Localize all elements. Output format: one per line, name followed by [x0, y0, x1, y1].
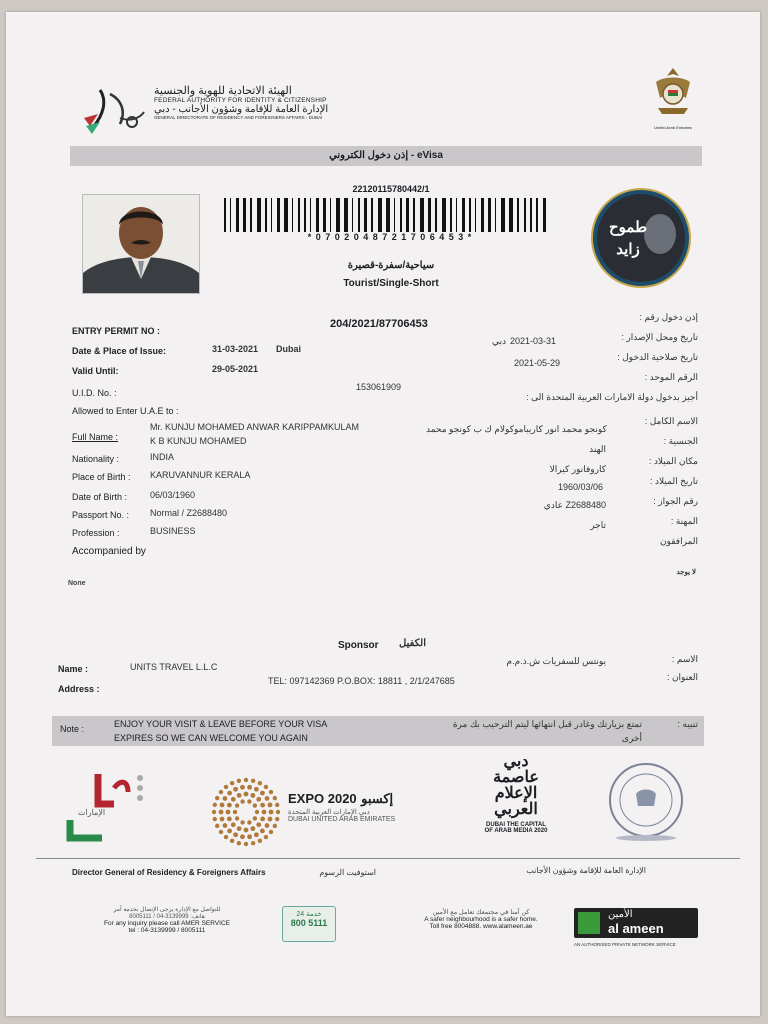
expo-dot: [213, 817, 217, 821]
sponsor-tel: TEL: 097142369 P.O.BOX: 18811 , 2/1/247685: [268, 676, 455, 686]
sponsor-heading-en: Sponsor: [338, 640, 379, 651]
alameen-icon: [578, 912, 600, 934]
ar-passport-value: Z2688480 عادي: [543, 500, 606, 510]
badge-text-1: طموح: [608, 219, 648, 236]
alameen-ar: الأمين: [608, 909, 633, 920]
expo-dot: [253, 816, 257, 820]
barcode-bar: [543, 198, 546, 232]
expo-dot: [231, 797, 236, 802]
barcode-bar: [420, 198, 424, 232]
expo-dot: [255, 810, 259, 814]
uid-value: 153061909: [356, 382, 402, 392]
ar-issue-value: 2021-03-31: [510, 336, 557, 346]
barcode-bar: [316, 198, 319, 232]
expo-dot: [230, 781, 234, 785]
pob-value: KARUVANNUR KERALA: [150, 470, 251, 480]
expo-dot: [223, 796, 228, 801]
evisa-title: إذن دخول الكتروني - eVisa: [329, 150, 443, 161]
expo-dot: [254, 832, 259, 837]
expo-dot: [240, 799, 244, 803]
ar-valid-value: 2021-05-29: [514, 358, 561, 368]
expo-dot: [226, 810, 231, 815]
barcode-bar: [358, 198, 360, 232]
expo-dot: [227, 816, 232, 821]
expo-dot: [251, 779, 255, 783]
media-ar-4: العربي: [494, 801, 538, 818]
expo-dot: [235, 803, 239, 807]
ar-allowed-label: أجيز بدخول دولة الامارات العربية المتحدة الى :: [526, 392, 698, 402]
ar-valid-label: تاريخ صلاحية الدخول :: [617, 352, 698, 362]
safe-neighbourhood-text: [386, 908, 576, 930]
note-text-1: ENJOY YOUR VISIT & LEAVE BEFORE YOUR VISA: [114, 719, 328, 729]
expo-logo-text: [288, 790, 428, 823]
ar-passport-label: رقم الجواز :: [653, 496, 698, 506]
expo-dot: [258, 781, 262, 785]
expo-dot: [247, 785, 252, 790]
alameen-logo: [574, 906, 698, 952]
amer-tel: tel : 04-3139999 / 8005111: [128, 927, 206, 934]
safe-en: A safer neighbourhood is a safer home.: [424, 916, 538, 923]
barcode-bar: [435, 198, 437, 232]
barcode: [220, 198, 560, 232]
profession-value: BUSINESS: [150, 526, 196, 536]
expo-dot: [256, 822, 261, 827]
barcode-bar: [462, 198, 465, 232]
fees-paid: استوفيت الرسوم: [319, 868, 376, 877]
ar-issue-label: تاريخ ومحل الإصدار :: [621, 332, 698, 342]
expo-dot: [269, 810, 274, 815]
evisa-title-bar: [70, 146, 702, 166]
expo-dot: [227, 828, 232, 833]
barcode-bar: [428, 198, 431, 232]
sponsor-name-ar-label: الاسم :: [671, 654, 698, 664]
expo-dot: [251, 841, 255, 845]
authority-logo: [80, 82, 150, 137]
barcode-bar: [277, 198, 280, 232]
expo-dot: [235, 816, 239, 820]
directorate-name-ar: الإدارة العامة للإقامة وشؤون الأجانب - دبي: [154, 104, 329, 115]
expo-dot: [265, 796, 270, 801]
barcode-bar: [310, 198, 311, 232]
barcode-bar: [509, 198, 513, 232]
barcode-bar: [495, 198, 496, 232]
barcode-bottom-number: * 0 7 0 2 0 4 8 7 2 1 7 0 6 4 5 3 *: [307, 232, 473, 242]
amer-info: [82, 906, 252, 934]
safe-ar: كن آمنا في مجتمعك تعامل مع الأمين: [432, 909, 530, 916]
note-ar-text-1: تمتع بزيارتك وغادر قبل انتهائها ليتم الترحيب بك مرة: [452, 719, 642, 729]
ar-nationality-label: الجنسية :: [663, 436, 698, 446]
passport-label: Passport No. :: [72, 510, 130, 520]
barcode-bar: [243, 198, 246, 232]
note-label: Note :: [60, 724, 85, 734]
sponsor-address-ar-label: العنوان :: [666, 672, 698, 682]
expo-dot: [233, 832, 238, 837]
ar-accompanied-label: المرافقون: [659, 536, 698, 546]
directorate-name-en: GENERAL DIRECTORATE OF RESIDENCY AND FOREIGNERS AFFAIRS - DUBAI: [154, 115, 323, 120]
barcode-bar: [230, 198, 231, 232]
expo-dot: [273, 796, 277, 800]
expo-dot: [250, 793, 255, 798]
pob-label: Place of Birth :: [72, 472, 131, 482]
valid-until-value: 29-05-2021: [212, 364, 259, 374]
zayed-ambition-badge: [586, 188, 696, 288]
expo-dot: [224, 835, 228, 839]
expo-dot: [256, 797, 261, 802]
expo-dot: [262, 810, 267, 815]
expo-dot: [219, 830, 223, 834]
official-seal: [604, 758, 688, 842]
expo-dot: [260, 828, 265, 833]
sponsor-heading-ar: الكفيل: [399, 638, 426, 649]
barcode-bar: [236, 198, 239, 232]
ar-full-name-value: كونجو محمد انور كاريباموكولام ك ب كونجو محمد: [426, 424, 607, 434]
barcode-bar: [406, 198, 409, 232]
expo-dot: [240, 820, 244, 824]
sponsor-address-label: Address :: [58, 684, 100, 694]
media-ar-3: الإعلام: [494, 785, 538, 802]
expo-dot: [247, 799, 251, 803]
expo-dot: [260, 791, 265, 796]
authority-name-en: FEDERAL AUTHORITY FOR IDENTITY & CITIZENSHIP: [154, 97, 327, 104]
issue-place-value: Dubai: [276, 344, 302, 354]
expo-dot: [264, 835, 268, 839]
ar-dob-label: تاريخ الميلاد :: [650, 476, 698, 486]
expo-dot: [247, 834, 252, 839]
toll-free: Toll free 8004888. www.alameen.ae: [429, 923, 533, 930]
note-bar: [52, 716, 704, 746]
date-place-label: Date & Place of Issue:: [72, 346, 167, 356]
note-ar-label: تنبيه :: [677, 719, 698, 729]
expo-en: EXPO 2020: [288, 791, 357, 806]
alameen-box: [574, 908, 698, 938]
barcode-bar: [364, 198, 367, 232]
barcode-bar: [400, 198, 402, 232]
full-name-line1: Mr. KUNJU MOHAMED ANWAR KARIPPAMKULAM: [150, 422, 360, 432]
barcode-bar: [298, 198, 300, 232]
barcode-bar: [530, 198, 532, 232]
expo-dot: [237, 793, 242, 798]
media-ar-2: عاصمة: [493, 769, 539, 786]
expo-dot: [233, 810, 237, 814]
expo-dot: [240, 785, 245, 790]
uae-emblem: [646, 64, 700, 130]
expo-dot: [240, 834, 245, 839]
dob-label: Date of Birth :: [72, 492, 128, 502]
barcode-bar: [284, 198, 288, 232]
expo-dot: [269, 790, 273, 794]
barcode-bar: [481, 198, 484, 232]
full-name-label: Full Name :: [72, 432, 119, 442]
barcode-bar: [469, 198, 471, 232]
sponsor-name-value: UNITS TRAVEL L.L.C: [130, 662, 218, 672]
barcode-bar: [450, 198, 452, 232]
expo-dot: [247, 820, 251, 824]
expo-dot: [273, 824, 277, 828]
ar-uid-label: الرقم الموحد :: [644, 372, 698, 382]
barcode-bar: [524, 198, 526, 232]
barcode-bar: [330, 198, 331, 232]
nationality-value: INDIA: [150, 452, 175, 462]
barcode-bar: [378, 198, 382, 232]
ar-profession-label: المهنة :: [670, 516, 698, 526]
dob-value: 06/03/1960: [150, 490, 196, 500]
expo-dot: [219, 810, 224, 815]
barcode-bar: [413, 198, 415, 232]
badge-text-2: زايد: [616, 241, 640, 258]
service-ar: خدمة 24: [296, 911, 322, 918]
amer-inquiry-en: For any inquiry please call AMER SERVICE: [104, 920, 230, 927]
expo-ar: إكسبو: [361, 791, 394, 806]
barcode-bar: [475, 198, 476, 232]
note-text-2: EXPIRES SO WE CAN WELCOME YOU AGAIN: [114, 733, 308, 743]
director-general: Director General of Residency & Foreigners Affairs: [72, 868, 266, 877]
barcode-bar: [265, 198, 267, 232]
accompanied-value: None: [68, 580, 86, 587]
barcode-top-number: 22120115780442/1: [352, 184, 430, 194]
visa-type-en: Tourist/Single-Short: [343, 278, 439, 289]
barcode-bar: [371, 198, 373, 232]
barcode-bar: [501, 198, 505, 232]
alameen-en: al ameen: [608, 921, 664, 936]
expo-dot: [227, 803, 232, 808]
expo-dot: [219, 790, 223, 794]
barcode-bar: [344, 198, 348, 232]
expo-dot: [215, 824, 219, 828]
expo-sub: DUBAI UNITED ARAB EMIRATES: [288, 816, 396, 823]
barcode-bar: [336, 198, 340, 232]
footer-divider: [36, 858, 740, 859]
expo-dot: [220, 817, 225, 822]
barcode-bar: [323, 198, 326, 232]
ar-pob-label: مكان الميلاد :: [648, 456, 698, 466]
expo-dot: [244, 792, 249, 797]
barcode-bar: [257, 198, 261, 232]
holder-photo: [82, 194, 200, 294]
valid-until-label: Valid Until:: [72, 366, 119, 376]
amer-service-logo: [282, 906, 336, 942]
entry-permit-label: ENTRY PERMIT NO :: [72, 326, 161, 336]
nationality-label: Nationality :: [72, 454, 120, 464]
expo-dot: [260, 816, 265, 821]
expo-dot: [275, 803, 279, 807]
expo-dot: [212, 810, 216, 814]
entry-permit-value: 204/2021/87706453: [330, 318, 428, 330]
authority-name-ar: الهيئة الاتحادية للهوية والجنسية: [154, 85, 292, 97]
ar-nationality-value: الهند: [589, 444, 606, 454]
expo-dot: [250, 826, 255, 831]
expo-dot: [215, 796, 219, 800]
expo-dot: [244, 828, 249, 833]
amer-phone: 8005111 / 04-3139999 :هاتف: [129, 914, 205, 920]
expo-dot: [237, 779, 241, 783]
barcode-bar: [394, 198, 395, 232]
expo-dot: [220, 803, 225, 808]
emblem-caption: United Arab Emirates: [654, 125, 692, 130]
expo-dot: [269, 830, 273, 834]
expo-dot: [260, 803, 265, 808]
uid-label: U.I.D. No. :: [72, 388, 117, 398]
expo-dot: [230, 839, 234, 843]
barcode-bar: [304, 198, 306, 232]
barcode-bar: [536, 198, 538, 232]
passport-value: Normal / Z2688480: [150, 508, 228, 518]
barcode-bar: [224, 198, 226, 232]
barcode-bar: [456, 198, 457, 232]
emirati-logo: [62, 768, 152, 844]
expo-dot: [268, 817, 273, 822]
barcode-bar: [442, 198, 446, 232]
expo-dot: [237, 826, 242, 831]
expo-dot: [258, 839, 262, 843]
footer-directorate-ar: الإدارة العامة للإقامة وشؤون الأجانب: [526, 866, 646, 875]
expo-dot: [264, 785, 268, 789]
expo-dot: [268, 803, 273, 808]
authority-text: [154, 84, 344, 120]
visa-type-ar: سياحية/سفرة-قصيرة: [347, 260, 435, 271]
expo-dot: [265, 823, 270, 828]
media-ar-1: دبي: [503, 753, 529, 770]
profession-label: Profession :: [72, 528, 120, 538]
expo-dot: [244, 842, 248, 846]
arab-media-logo: [466, 754, 566, 854]
barcode-bar: [488, 198, 491, 232]
note-ar-text-2: أخرى: [621, 733, 642, 743]
issue-date-value: 31-03-2021: [212, 344, 259, 354]
service-number: 800 5111: [290, 918, 328, 928]
expo-dot: [253, 803, 257, 807]
barcode-bar: [271, 198, 272, 232]
full-name-line2: K B KUNJU MOHAMED: [150, 436, 247, 446]
media-en-1: DUBAI THE CAPITAL: [486, 822, 546, 828]
expo-dot: [233, 787, 238, 792]
ar-pob-value: كاروفانور كيرالا: [549, 464, 606, 474]
barcode-bar: [292, 198, 293, 232]
expo-ar-sub: دبي الإمارات العربية المتحدة: [288, 809, 370, 816]
sponsor-name-label: Name :: [58, 664, 89, 674]
barcode-bar: [352, 198, 353, 232]
accompanied-label: Accompanied by: [72, 546, 146, 557]
expo-dot: [224, 785, 228, 789]
ar-full-name-label: الاسم الكامل :: [644, 416, 698, 426]
ar-accompanied-value: لا يوجد: [676, 569, 696, 576]
expo-dot: [244, 778, 248, 782]
barcode-bar: [386, 198, 390, 232]
expo-dot: [213, 803, 217, 807]
expo-dot: [275, 817, 279, 821]
allowed-label: Allowed to Enter U.A.E to :: [72, 406, 179, 416]
expo-dot: [223, 823, 228, 828]
evisa-document: [6, 12, 760, 1016]
ar-entry-permit-label: إذن دخول رقم :: [639, 312, 698, 322]
expo-dot: [237, 841, 241, 845]
barcode-bar: [517, 198, 519, 232]
expo-logo-mark: [210, 776, 282, 848]
sponsor-name-ar-value: يونتس للسفريات ش.ذ.م.م: [506, 656, 606, 666]
alameen-sub: AN AUTHORISED PRIVATE NETWORK SERVICE: [574, 942, 676, 947]
amer-inquiry-ar: للتواصل مع الإدارة يرجى الإتصال بخدمة آمر: [113, 907, 221, 913]
expo-dot: [227, 791, 232, 796]
expo-dot: [231, 822, 236, 827]
ar-profession-value: تاجر: [590, 520, 606, 530]
expo-dot: [276, 810, 280, 814]
barcode-bar: [250, 198, 252, 232]
expo-dot: [254, 787, 259, 792]
ar-dob-value: 1960/03/06: [558, 482, 604, 492]
ar-issue-place: دبي: [491, 336, 506, 346]
emirati-logo-text: الإمارات: [78, 808, 106, 817]
media-en-2: OF ARAB MEDIA 2020: [484, 828, 548, 834]
